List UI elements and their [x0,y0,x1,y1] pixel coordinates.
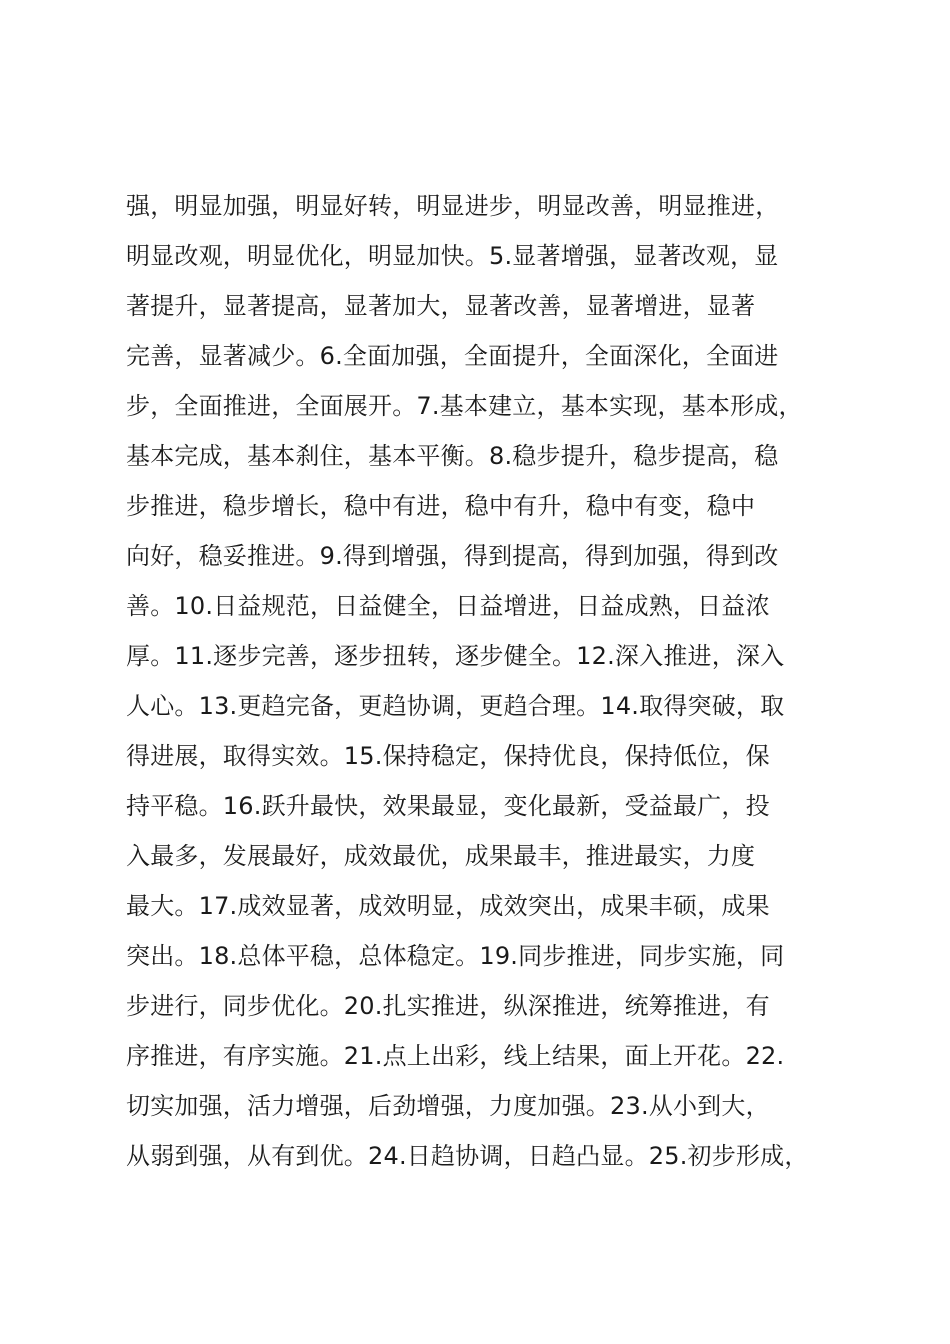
text-line: 步进行，同步优化。20.扎实推进，纵深推进，统筹推进，有 [126,992,770,1020]
text-line: 步推进，稳步增长，稳中有进，稳中有升，稳中有变，稳中 [126,492,756,520]
text-line: 明显改观，明显优化，明显加快。5.显著增强，显著改观，显 [126,242,779,270]
text-line: 完善，显著减少。6.全面加强，全面提升，全面深化，全面进 [126,342,779,370]
text-line: 得进展，取得实效。15.保持稳定，保持优良，保持低位，保 [126,742,770,770]
text-line: 基本完成，基本刹住，基本平衡。8.稳步提升，稳步提高，稳 [126,442,779,470]
text-line: 善。10.日益规范，日益健全，日益增进，日益成熟，日益浓 [126,592,770,620]
text-line: 著提升，显著提高，显著加大，显著改善，显著增进，显著 [126,292,756,320]
text-line: 突出。18.总体平稳，总体稳定。19.同步推进，同步实施，同 [126,942,785,970]
text-line: 切实加强，活力增强，后劲增强，力度加强。23.从小到大， [126,1092,770,1120]
text-line: 持平稳。16.跃升最快，效果最显，变化最新，受益最广，投 [126,792,770,820]
text-line: 人心。13.更趋完备，更趋协调，更趋合理。14.取得突破，取 [126,692,785,720]
text-line: 向好，稳妥推进。9.得到增强，得到提高，得到加强，得到改 [126,542,779,570]
text-line: 从弱到强，从有到优。24.日趋协调，日趋凸显。25.初步形成， [126,1142,809,1170]
text-line: 步，全面推进，全面展开。7.基本建立，基本实现，基本形成， [126,392,803,420]
text-line: 厚。11.逐步完善，逐步扭转，逐步健全。12.深入推进，深入 [126,642,785,670]
text-line: 序推进，有序实施。21.点上出彩，线上结果，面上开花。22. [126,1042,785,1070]
text-line: 入最多，发展最好，成效最优，成果最丰，推进最实，力度 [126,842,756,870]
text-line: 强，明显加强，明显好转，明显进步，明显改善，明显推进， [126,192,780,220]
text-line: 最大。17.成效显著，成效明显，成效突出，成果丰硕，成果 [126,892,770,920]
body-text [126,181,846,1181]
